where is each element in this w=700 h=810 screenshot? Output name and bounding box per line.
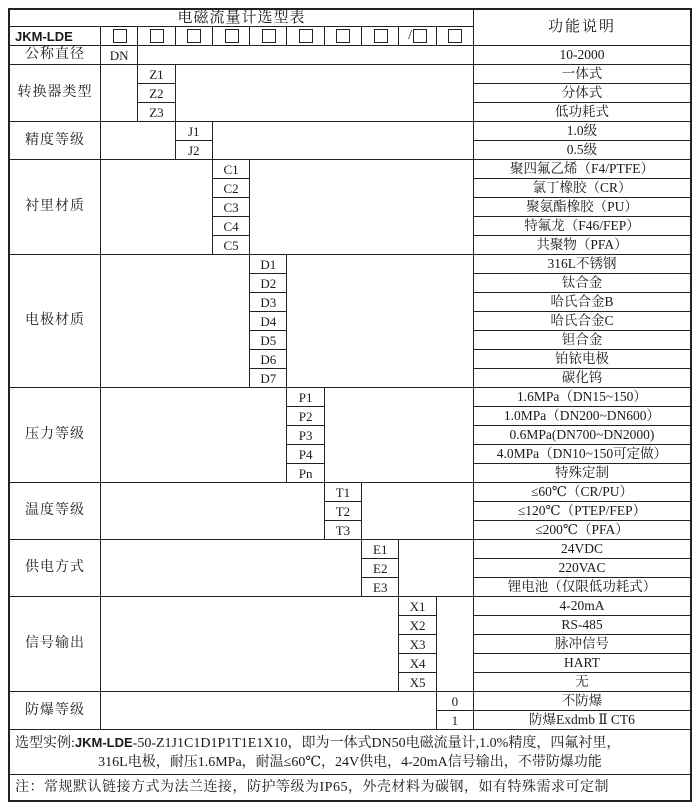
option-desc-cell: 锂电池（仅限低功耗式） xyxy=(474,578,690,596)
option-code-cell: J1 xyxy=(176,122,212,140)
option-desc-cell: 0.5级 xyxy=(474,141,690,159)
option-desc-cell: 钛合金 xyxy=(474,274,690,292)
selection-example-block xyxy=(10,730,690,774)
checkbox-icon xyxy=(299,29,313,43)
blank-cell xyxy=(101,122,175,159)
blank-cell xyxy=(101,692,436,729)
checkbox-icon xyxy=(448,29,462,43)
option-desc-cell: 哈氏合金B xyxy=(474,293,690,311)
checkbox-icon xyxy=(413,29,427,43)
option-code-cell: E3 xyxy=(362,578,398,596)
option-desc-cell: 一体式 xyxy=(474,65,690,83)
option-code-cell: X1 xyxy=(399,597,435,615)
option-desc-cell: 无 xyxy=(474,673,690,691)
option-code-cell: P2 xyxy=(287,407,323,425)
example-prefix: 选型实例: xyxy=(15,736,75,751)
example-line-1 xyxy=(15,733,685,753)
blank-cell xyxy=(287,255,472,387)
blank-cell xyxy=(325,388,473,482)
footnote: 注：常规默认链接方式为法兰连接，防护等级为IP65，外壳材料为碳钢，如有特殊需求可定制 xyxy=(10,775,690,800)
option-code-cell: T1 xyxy=(325,483,361,501)
option-desc-cell: 24VDC xyxy=(474,540,690,558)
blank-cell xyxy=(399,540,473,596)
blank-cell xyxy=(101,540,361,596)
group-label: 转换器类型 xyxy=(10,65,100,121)
option-desc-cell: 铂铱电极 xyxy=(474,350,690,368)
group-label: 电极材质 xyxy=(10,255,100,387)
model-code-slot[interactable] xyxy=(399,27,435,45)
option-code-cell: D6 xyxy=(250,350,286,368)
blank-cell xyxy=(101,483,324,539)
group-label: 温度等级 xyxy=(10,483,100,539)
blank-cell xyxy=(213,122,473,159)
option-code-cell: C3 xyxy=(213,198,249,216)
group-label: 精度等级 xyxy=(10,122,100,159)
option-desc-cell: 特殊定制 xyxy=(474,464,690,482)
option-code-cell: P3 xyxy=(287,426,323,444)
option-desc-cell: 316L不锈钢 xyxy=(474,255,690,273)
group-label: 压力等级 xyxy=(10,388,100,482)
option-desc-cell: 10-2000 xyxy=(474,46,690,64)
slash-separator: / xyxy=(408,28,412,43)
blank-cell xyxy=(101,388,286,482)
blank-cell xyxy=(362,483,473,539)
option-code-cell: Z3 xyxy=(138,103,174,121)
option-desc-cell: ≤200℃（PFA） xyxy=(474,521,690,539)
blank-cell xyxy=(101,255,249,387)
option-desc-cell: 碳化钨 xyxy=(474,369,690,387)
model-code-slot[interactable] xyxy=(287,27,323,45)
option-code-cell: Z2 xyxy=(138,84,174,102)
option-code-cell: C1 xyxy=(213,160,249,178)
model-code-slot[interactable] xyxy=(138,27,174,45)
option-desc-cell: 4-20mA xyxy=(474,597,690,615)
option-code-cell: E1 xyxy=(362,540,398,558)
option-desc-cell: 脉冲信号 xyxy=(474,635,690,653)
option-code-cell: P4 xyxy=(287,445,323,463)
option-code-cell: 1 xyxy=(437,711,473,729)
option-desc-cell: 防爆Exdmb Ⅱ CT6 xyxy=(474,711,690,729)
option-code-cell: C2 xyxy=(213,179,249,197)
blank-cell xyxy=(101,65,137,121)
option-code-cell: D1 xyxy=(250,255,286,273)
example-line1-rest: -50-Z1J1C1D1P1T1E1X10，即为一体式DN50电磁流量计,1.0%精度，四氟衬里， xyxy=(132,736,621,751)
checkbox-icon xyxy=(150,29,164,43)
group-label: 防爆等级 xyxy=(10,692,100,729)
blank-cell xyxy=(176,65,473,121)
option-code-cell: X4 xyxy=(399,654,435,672)
option-code-cell: DN xyxy=(101,46,137,64)
blank-cell xyxy=(101,160,212,254)
checkbox-icon xyxy=(374,29,388,43)
option-code-cell: D7 xyxy=(250,369,286,387)
option-code-cell: T3 xyxy=(325,521,361,539)
model-prefix-label: JKM-LDE xyxy=(10,27,100,45)
group-label: 供电方式 xyxy=(10,540,100,596)
model-code-slot[interactable] xyxy=(362,27,398,45)
model-code-slot[interactable] xyxy=(250,27,286,45)
blank-cell xyxy=(250,160,473,254)
group-label: 信号输出 xyxy=(10,597,100,691)
option-desc-cell: 1.0级 xyxy=(474,122,690,140)
option-desc-cell: 低功耗式 xyxy=(474,103,690,121)
option-desc-cell: 1.6MPa（DN15~150） xyxy=(474,388,690,406)
example-line-2: 316L电极，耐压1.6MPa，耐温≤60℃，24V供电，4-20mA信号输出，不带防爆功能 xyxy=(98,755,602,770)
option-desc-cell: ≤120℃（PTEP/FEP） xyxy=(474,502,690,520)
checkbox-icon xyxy=(225,29,239,43)
option-desc-cell: 分体式 xyxy=(474,84,690,102)
option-desc-cell: 不防爆 xyxy=(474,692,690,710)
group-label: 公称直径 xyxy=(10,46,100,64)
option-desc-cell: 220VAC xyxy=(474,559,690,577)
option-code-cell: J2 xyxy=(176,141,212,159)
option-code-cell: 0 xyxy=(437,692,473,710)
option-desc-cell: RS-485 xyxy=(474,616,690,634)
option-code-cell: X2 xyxy=(399,616,435,634)
option-code-cell: X3 xyxy=(399,635,435,653)
option-code-cell: E2 xyxy=(362,559,398,577)
option-desc-cell: 0.6MPa(DN700~DN2000) xyxy=(474,426,690,444)
model-code-slot[interactable] xyxy=(101,27,137,45)
option-desc-cell: 聚氨酯橡胶（PU） xyxy=(474,198,690,216)
example-model-code: JKM-LDE xyxy=(74,735,133,750)
blank-cell xyxy=(138,46,473,64)
option-code-cell: D5 xyxy=(250,331,286,349)
option-code-cell: C4 xyxy=(213,217,249,235)
option-desc-cell: 钽合金 xyxy=(474,331,690,349)
table-title: 电磁流量计选型表 xyxy=(10,10,473,26)
option-code-cell: Z1 xyxy=(138,65,174,83)
option-desc-cell: ≤60℃（CR/PU） xyxy=(474,483,690,501)
option-desc-cell: 哈氏合金C xyxy=(474,312,690,330)
group-label: 衬里材质 xyxy=(10,160,100,254)
blank-cell xyxy=(101,597,398,691)
option-desc-cell: 1.0MPa（DN200~DN600） xyxy=(474,407,690,425)
option-desc-cell: 4.0MPa（DN10~150可定做） xyxy=(474,445,690,463)
option-desc-cell: 聚四氟乙烯（F4/PTFE） xyxy=(474,160,690,178)
option-desc-cell: HART xyxy=(474,654,690,672)
function-desc-header: 功能说明 xyxy=(474,10,690,45)
flowmeter-selection-table xyxy=(8,8,692,802)
option-desc-cell: 氯丁橡胶（CR） xyxy=(474,179,690,197)
option-code-cell: P1 xyxy=(287,388,323,406)
checkbox-icon xyxy=(187,29,201,43)
option-code-cell: D2 xyxy=(250,274,286,292)
option-code-cell: T2 xyxy=(325,502,361,520)
option-desc-cell: 特氟龙（F46/FEP） xyxy=(474,217,690,235)
checkbox-icon xyxy=(262,29,276,43)
model-code-slot[interactable] xyxy=(437,27,473,45)
checkbox-icon xyxy=(336,29,350,43)
model-code-slot[interactable] xyxy=(325,27,361,45)
option-code-cell: D4 xyxy=(250,312,286,330)
model-code-slot[interactable] xyxy=(213,27,249,45)
option-desc-cell: 共聚物（PFA） xyxy=(474,236,690,254)
model-code-slot[interactable] xyxy=(176,27,212,45)
checkbox-icon xyxy=(113,29,127,43)
option-code-cell: C5 xyxy=(213,236,249,254)
option-code-cell: Pn xyxy=(287,464,323,482)
option-code-cell: X5 xyxy=(399,673,435,691)
blank-cell xyxy=(437,597,473,691)
option-code-cell: D3 xyxy=(250,293,286,311)
